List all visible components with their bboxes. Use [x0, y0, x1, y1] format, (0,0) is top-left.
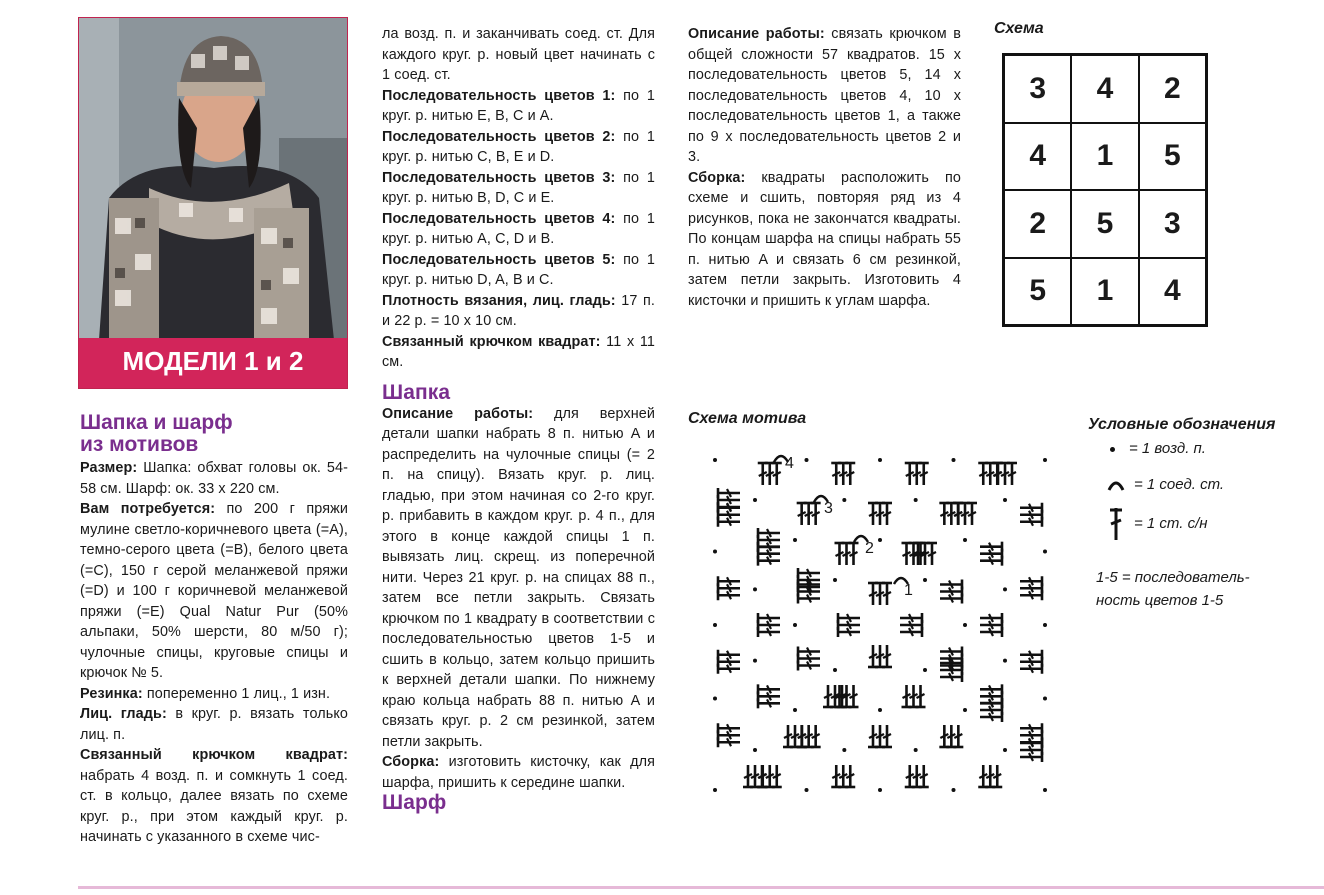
stitch-symbol: [718, 737, 740, 747]
stitch-symbol: [912, 463, 922, 485]
chain-dot: [805, 458, 809, 462]
stitch-symbol: [758, 684, 780, 694]
woman-illustration: [79, 18, 348, 340]
dot-icon: [1110, 447, 1115, 452]
stitch-symbol: [1000, 463, 1010, 485]
stitch-symbol: [845, 463, 855, 485]
stitch-symbol: [882, 645, 892, 667]
stitch-symbol: [798, 647, 820, 657]
chain-dot: [914, 498, 918, 502]
stitch-symbol: [1020, 730, 1042, 740]
scarf-section-title: Шарф: [382, 791, 447, 814]
stitch-symbol: [900, 620, 922, 630]
chain-dot: [793, 708, 797, 712]
stitch-symbol: [758, 542, 780, 552]
model-banner: [79, 338, 347, 388]
stitch-symbol: [758, 535, 780, 545]
stitch-symbol: [1020, 590, 1042, 600]
stitch-symbol: [718, 590, 740, 600]
bottom-divider: [78, 886, 1324, 889]
stitch-symbol: [980, 542, 1002, 552]
stitch-symbol: [940, 587, 962, 597]
scheme-grid: [1002, 53, 1208, 327]
stitch-symbol: [927, 543, 937, 565]
arc-icon: [1106, 478, 1126, 492]
stitch-symbol: [758, 549, 780, 559]
stitch-symbol: [939, 725, 949, 747]
stitch-symbol: [909, 685, 919, 707]
stitch-symbol: [718, 657, 740, 667]
stitch-symbol: [757, 765, 767, 787]
legend-title: Условные обозначения: [1088, 416, 1276, 433]
double-crochet-icon: [1106, 506, 1126, 542]
stitch-symbol: [718, 495, 740, 505]
stitch-symbol: [980, 556, 1002, 566]
scheme-title: Схема: [994, 20, 1044, 37]
stitch-symbol: [790, 725, 800, 747]
gauge-paragraph: Плотность вязания, лиц. гладь: 17 п. и 22 р. = 10 x 10 см.: [382, 292, 655, 329]
stitch-symbol: [718, 510, 740, 520]
stitch-symbol: [875, 725, 885, 747]
stitch-symbol: [902, 543, 912, 565]
stitch-symbol: [811, 503, 821, 525]
stitch-symbol: [718, 576, 740, 586]
stitch-symbol: [772, 463, 782, 485]
stitch-symbol: [980, 712, 1002, 722]
stitch-symbol: [1020, 650, 1042, 660]
stitch-symbol: [1020, 738, 1042, 748]
stitch-symbol: [718, 650, 740, 660]
stitch-symbol: [838, 463, 848, 485]
stitch-symbol: [882, 503, 892, 525]
stitch-symbol: [1007, 463, 1017, 485]
stitch-symbol: [798, 568, 820, 578]
chain-dot: [713, 550, 717, 554]
stitch-symbol: [758, 556, 780, 566]
stockinette-paragraph: Лиц. гладь: в круг. р. вязать только лиц. п.: [80, 706, 348, 743]
stitch-symbol: [838, 627, 860, 637]
chain-dot: [793, 538, 797, 542]
stitch-symbol: [980, 627, 1002, 637]
chain-dot: [963, 708, 967, 712]
crochet-square-paragraph: Связанный крючком квадрат: набрать 4 возд. п. и сомкнуть 1 соед. ст. в кольцо, далее вязать по схеме круг. р., при этом каждый круг. р. начинать с указанного в схеме чис-: [80, 747, 348, 845]
stitch-symbol: [758, 627, 780, 637]
stitch-symbol: [823, 685, 833, 707]
scheme-cell: 5: [1004, 258, 1071, 326]
chain-dot: [833, 668, 837, 672]
continuation-paragraph: ла возд. п. и заканчивать соед. ст. Для каждого круг. р. новый цвет начинать с 1 соед. ст.: [382, 26, 655, 83]
legend-slip-stitch: = 1 соед. ст.: [1106, 476, 1224, 493]
column-2: [382, 24, 655, 814]
stitch-symbol: [758, 463, 768, 485]
chain-dot: [963, 538, 967, 542]
chain-dot: [1043, 623, 1047, 627]
round-label-1: 1: [904, 582, 913, 599]
stitch-symbol: [1020, 752, 1042, 762]
stitch-symbol: [1020, 583, 1042, 593]
stitch-symbol: [868, 725, 878, 747]
stitch-symbol: [1020, 503, 1042, 513]
round-label-2: 2: [865, 540, 874, 557]
stitch-symbol: [783, 725, 793, 747]
stitch-symbol: [980, 705, 1002, 715]
stitch-symbol: [980, 684, 1002, 694]
stitch-symbol: [718, 503, 740, 513]
scheme-cell: 5: [1139, 123, 1206, 191]
stitch-symbol: [953, 725, 963, 747]
chain-dot: [713, 623, 717, 627]
stitch-symbol: [940, 672, 962, 682]
scarf-work-paragraph: Описание работы: связать крючком в общей сложности 57 квадратов. 15 x последовательность цветов 5, 14 x последовательность цветов 4, 10 x последовательность цветов 1, а также по 9 x последовательность цветов 2 и 3.: [688, 26, 961, 165]
stitch-symbol: [875, 583, 885, 605]
stitch-symbol: [919, 765, 929, 787]
chain-dot: [1003, 659, 1007, 663]
stitch-symbol: [985, 765, 995, 787]
stitch-symbol: [1020, 723, 1042, 733]
stitch-symbol: [1020, 745, 1042, 755]
stitch-symbol: [797, 503, 807, 525]
chain-dot: [1043, 458, 1047, 462]
chain-dot: [1003, 587, 1007, 591]
stitch-symbol: [1020, 517, 1042, 527]
chain-dot: [753, 659, 757, 663]
article-title-line2: из мотивов: [80, 433, 199, 456]
scheme-cell: 4: [1004, 123, 1071, 191]
stitch-symbol: [845, 765, 855, 787]
chain-dot: [833, 578, 837, 582]
model-banner-text: МОДЕЛИ 1 и 2: [122, 346, 304, 376]
stitch-symbol: [967, 503, 977, 525]
chain-dot: [1043, 697, 1047, 701]
stitch-symbol: [718, 517, 740, 527]
chain-dot: [713, 788, 717, 792]
scheme-cell: 5: [1071, 190, 1138, 258]
stitch-symbol: [804, 725, 814, 747]
stitch-symbol: [875, 503, 885, 525]
stitch-symbol: [1020, 657, 1042, 667]
color-sequence-2: Последовательность цветов 2: по 1 круг. р. нитью C, B, E и D.: [382, 128, 656, 165]
stitch-symbol: [868, 645, 878, 667]
hat-section-title: Шапка: [382, 380, 451, 404]
motif-title: Схема мотива: [688, 410, 807, 427]
stitch-symbol: [900, 627, 922, 637]
stitch-symbol: [980, 698, 1002, 708]
hat-assembly-paragraph: Сборка: изготовить кисточку, как для шарфа, пришить к середине шапки.: [382, 754, 655, 791]
legend-double-crochet: = 1 ст. с/н: [1106, 506, 1208, 542]
stitch-symbol: [946, 725, 956, 747]
stitch-symbol: [804, 503, 814, 525]
stitch-symbol: [980, 549, 1002, 559]
chain-dot: [713, 697, 717, 701]
stitch-symbol: [758, 613, 780, 623]
chain-dot: [753, 587, 757, 591]
stitch-symbol: [718, 723, 740, 733]
stitch-symbol: [940, 647, 962, 657]
stitch-symbol: [743, 765, 753, 787]
stitch-symbol: [875, 645, 885, 667]
materials-paragraph: Вам потребуется: по 200 г пряжи мулине светло-коричневого цвета (=A), темно-серого цвета (=B), белого цвета (=C), 150 г серой меланжевой пряжи (=D) и 100 г коричневой меланжевой пряжи (=E) Qual Natur Pur (50% альпаки, 50% шерсти, 80 м/50 г); чулочные спицы, круговые спицы и крючок № 5.: [80, 501, 348, 681]
chain-dot: [952, 788, 956, 792]
legend-sequence-note: 1-5 = последователь- ность цветов 1-5: [1096, 569, 1250, 609]
article-title-line1: Шапка и шарф: [80, 411, 233, 434]
chain-dot: [805, 788, 809, 792]
stitch-symbol: [900, 613, 922, 623]
motif-diagram: [695, 440, 1065, 810]
chain-dot: [923, 578, 927, 582]
chain-dot: [753, 748, 757, 752]
stitch-symbol: [1020, 664, 1042, 674]
stitch-symbol: [939, 503, 949, 525]
chain-dot: [1003, 748, 1007, 752]
chain-dot: [914, 748, 918, 752]
stitch-symbol: [953, 503, 963, 525]
stitch-symbol: [765, 765, 775, 787]
stitch-symbol: [798, 661, 820, 671]
scheme-cell: 4: [1071, 55, 1138, 123]
chain-dot: [753, 498, 757, 502]
scheme-cell: 1: [1071, 123, 1138, 191]
chain-dot: [713, 458, 717, 462]
stitch-symbol: [960, 503, 970, 525]
stitch-symbol: [838, 613, 860, 623]
color-sequence-1: Последовательность цветов 1: по 1 круг. р. нитью E, B, C и A.: [382, 87, 656, 124]
stitch-symbol: [902, 685, 912, 707]
stitch-symbol: [980, 620, 1002, 630]
model-photo: [78, 17, 348, 389]
scheme-cell: 2: [1139, 55, 1206, 123]
color-sequence-5: Последовательность цветов 5: по 1 круг. р. нитью D, A, B и C.: [382, 251, 656, 288]
scarf-assembly-paragraph: Сборка: квадраты расположить по схеме и сшить, повторяя ряд из 4 рисунков, пока не закончатся квадраты. По концам шарфа на спицы набрать 55 п. нитью A и связать 6 см резинкой, затем петли закрыть. Изготовить 4 кисточки и пришить к углам шарфа.: [688, 169, 961, 309]
scheme-cell: 4: [1139, 258, 1206, 326]
stitch-symbol: [946, 503, 956, 525]
stitch-symbol: [978, 765, 988, 787]
stitch-symbol: [798, 654, 820, 664]
stitch-symbol: [758, 691, 780, 701]
stitch-symbol: [985, 463, 995, 485]
stitch-symbol: [905, 463, 915, 485]
chain-dot: [1043, 550, 1047, 554]
stitch-symbol: [811, 725, 821, 747]
stitch-symbol: [978, 463, 988, 485]
stitch-symbol: [849, 685, 859, 707]
stitch-symbol: [849, 543, 859, 565]
stitch-symbol: [758, 698, 780, 708]
chain-dot: [1043, 788, 1047, 792]
chain-dot: [923, 668, 927, 672]
hat-work-paragraph: Описание работы: для верхней детали шапки набрать 8 п. нитью A и распределить на чулочные спицы (= 2 п. на спицу). Вязать круг. р. лиц. гладью, при этом начиная со 2-го круг. р. прибавить в каждом круг. р. 4 п., для этого в конце каждой спицы 1 п. вывязать лиц. скрещ. из поперечной нити. Через 21 круг. р. на спицах 88 п., затем все петли закрыть. Связать крючком по 1 квадрату в соответствии с последовательностью цветов 1-5 и сшить в кольцо, затем кольцо пришить к верхней детали шапки. По нижнему краю кольца набрать 88 п. нитью A и связать круг. р. 2 см резинкой, затем петли закрыть.: [382, 405, 655, 750]
stitch-symbol: [992, 765, 1002, 787]
stitch-symbol: [765, 463, 775, 485]
stitch-symbol: [797, 725, 807, 747]
stitch-symbol: [718, 583, 740, 593]
column-3: [688, 24, 961, 311]
chain-dot: [963, 623, 967, 627]
stitch-symbol: [772, 765, 782, 787]
stitch-symbol: [718, 664, 740, 674]
chain-dot: [878, 788, 882, 792]
chain-dot: [793, 623, 797, 627]
stitch-symbol: [1020, 576, 1042, 586]
scheme-cell: 3: [1004, 55, 1071, 123]
stitch-symbol: [868, 503, 878, 525]
chain-dot: [1003, 498, 1007, 502]
round-label-3: 3: [824, 500, 833, 517]
stitch-symbol: [919, 463, 929, 485]
round-label-4: 4: [785, 455, 794, 472]
stitch-symbol: [993, 463, 1003, 485]
stitch-symbol: [940, 580, 962, 590]
stitch-symbol: [758, 620, 780, 630]
color-sequence-3: Последовательность цветов 3: по 1 круг. р. нитью B, D, C и E.: [382, 169, 656, 206]
scheme-cell: 3: [1139, 190, 1206, 258]
stitch-symbol: [718, 730, 740, 740]
stitch-symbol: [980, 613, 1002, 623]
rib-paragraph: Резинка: попеременно 1 лиц., 1 изн.: [80, 685, 331, 702]
stitch-symbol: [916, 685, 926, 707]
square-size-paragraph: Связанный крючком квадрат: 11 x 11 см.: [382, 333, 655, 370]
stitch-symbol: [838, 620, 860, 630]
stitch-symbol: [905, 765, 915, 787]
stitch-symbol: [798, 594, 820, 604]
stitch-symbol: [912, 765, 922, 787]
stitch-symbol: [882, 583, 892, 605]
stitch-symbol: [1020, 510, 1042, 520]
chain-dot: [842, 748, 846, 752]
stitch-symbol: [940, 594, 962, 604]
stitch-symbol: [882, 725, 892, 747]
chain-dot: [878, 538, 882, 542]
legend-chain: = 1 возд. п.: [1110, 440, 1206, 457]
chain-dot: [878, 458, 882, 462]
chain-dot: [842, 498, 846, 502]
column-1: [80, 412, 348, 848]
stitch-symbol: [831, 765, 841, 787]
scheme-cell: 2: [1004, 190, 1071, 258]
stitch-symbol: [980, 691, 1002, 701]
scheme-cell: 1: [1071, 258, 1138, 326]
stitch-symbol: [868, 583, 878, 605]
color-sequence-4: Последовательность цветов 4: по 1 круг. р. нитью A, C, D и B.: [382, 210, 656, 247]
stitch-symbol: [718, 488, 740, 498]
chain-dot: [878, 708, 882, 712]
stitch-symbol: [835, 543, 845, 565]
stitch-symbol: [842, 543, 852, 565]
stitch-symbol: [750, 765, 760, 787]
chain-dot: [952, 458, 956, 462]
stitch-symbol: [838, 765, 848, 787]
size-paragraph: Размер: Шапка: обхват головы ок. 54-58 см. Шарф: ок. 33 x 220 см.: [80, 460, 348, 497]
stitch-symbol: [831, 463, 841, 485]
stitch-symbol: [758, 528, 780, 538]
